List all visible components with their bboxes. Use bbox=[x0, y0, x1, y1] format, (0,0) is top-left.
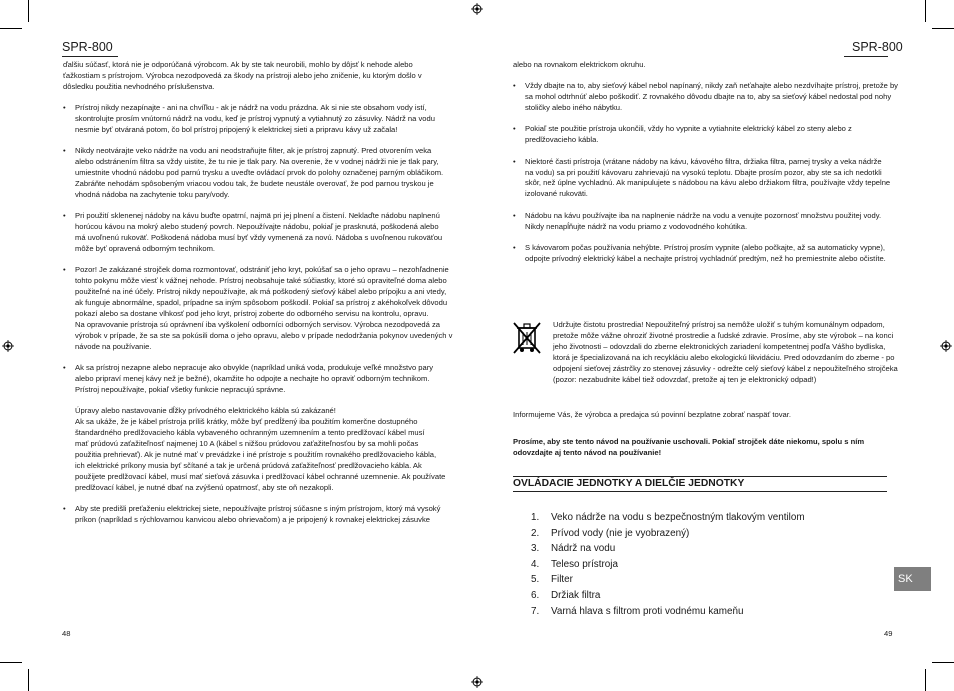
text-line: ďalšiu súčasť, ktorá nie je odporúčaná výrobcom. Ak by ste tak neurobili, mohlo by dôjsť k nehode alebo bbox=[63, 60, 413, 69]
text-line: Udržujte čistotu prostredia! Nepoužiteľný prístroj sa nemôže uložiť s tuhým komunálnym odpadom, bbox=[553, 320, 885, 329]
text-line: ktorá je špecializovaná na ich recykláciu alebo ekologickú likvidáciu. Pred odovzdaním do zberne - po bbox=[553, 352, 895, 362]
page-header: SPR-800 bbox=[62, 40, 113, 54]
text-line: alebo odstránením filtra sa vždy uistite, že tu nie je tlak pary. Na overenie, že v vodnej nádrži nie je tlak pary, bbox=[75, 157, 439, 167]
list-item-label: Držiak filtra bbox=[551, 589, 601, 601]
text-line: jeho životnosti – odovzdali do zberne elektronických zariadení kompetentnej podľa Vášho bydliska, bbox=[553, 341, 886, 351]
text-line: Na opravovanie prístroja sú oprávnení iba vyškolení odborníci odborných servisov. Výrobca nezodpovedá za bbox=[75, 319, 440, 329]
paragraph bbox=[63, 60, 443, 93]
text-line: pretože môže vážne ohroziť životné prostredie a ľudské zdravie. Prosíme, aby ste výrobok – na konci bbox=[553, 330, 894, 340]
list-item-label: Nádrž na vodu bbox=[551, 543, 616, 555]
text-line: použijete predlžovací kábel, musí mať sieťová zásuvka i predlžovací kábel ochranné uzemnenie. Ak používate bbox=[75, 471, 446, 481]
paragraph bbox=[63, 103, 443, 136]
text-line: príkon (napríklad s rýchlovarnou kanvicou alebo ohrievačom) a je pripojený k rovnakej elektrickej zásuvke bbox=[75, 514, 430, 524]
text-line: Pokiaľ ste použitie prístroja ukončili, vždy ho vypnite a vytiahnite elektrický kábel zo steny alebo z bbox=[525, 124, 852, 134]
bullet: • bbox=[63, 504, 66, 514]
bullet: • bbox=[63, 362, 66, 372]
right-body-text bbox=[513, 60, 898, 275]
section-title: OVLÁDACIE JEDNOTKY A DIELČIE JEDNOTKY bbox=[513, 478, 745, 489]
paragraph bbox=[513, 211, 893, 233]
text-line: Zabráňte nehodám spôsobeným vriacou vodou tak, že budete neustále overovať, že pod parnou tryskou je bbox=[75, 178, 434, 188]
text-line: sa mohol odtrhnúť alebo poškodiť. Z rovnakého dôvodu dbajte na to, aby sa sieťový kábel nedostal pod nohy bbox=[525, 92, 892, 102]
list-item-number: 6. bbox=[531, 589, 540, 601]
header-rule bbox=[62, 56, 118, 57]
text-line: Pri použití sklenenej nádoby na kávu buďte opatrní, najmä pri jej plnení a čistení. Neklaďte nádobu naplnenú bbox=[75, 211, 440, 221]
header-rule bbox=[844, 56, 888, 57]
text-line: pokazí alebo sa dostane vlhkosť pod jeho kryt, prístroj zoberte do odborného servisu na kontrolu, opravu. bbox=[75, 308, 429, 318]
right-page bbox=[477, 0, 954, 691]
text-line: Vždy dbajte na to, aby sieťový kábel nebol napínaný, nikdy zaň neťahajte alebo nezdvíhajte prístroj, pretože by bbox=[525, 81, 898, 91]
text-line: Nikdy nenapĺňujte nádrž na vodu priamo z vodovodného kohútika. bbox=[525, 221, 748, 231]
text-line: Nikdy neotvárajte veko nádrže na vodu ani neodstraňujte filter, ak je prístroj zapnutý. Pred otvorením veka bbox=[75, 146, 432, 156]
text-line: S kávovarom počas používania nehýbte. Prístroj prosím vypnite (alebo počkajte, až sa automaticky vypne), bbox=[525, 242, 886, 252]
text-line: Úpravy alebo nastavovanie dĺžky prívodného elektrického kábla sú zakázané! bbox=[75, 406, 336, 416]
list-item-number: 1. bbox=[531, 512, 540, 523]
list-item bbox=[531, 604, 805, 620]
text-line: Pozor! Je zakázané strojček doma rozmontovať, odstrániť jeho kryt, pokúšať sa o jeho opravu – nezohľadnenie bbox=[75, 265, 449, 275]
bullet: • bbox=[513, 210, 516, 220]
bullet: • bbox=[513, 81, 516, 91]
list-item-number: 2. bbox=[531, 527, 540, 539]
text-line: odovzdajte aj tento návod na používanie! bbox=[513, 447, 662, 457]
paragraph bbox=[63, 362, 446, 494]
list-item bbox=[531, 572, 805, 588]
text-line: štandardného predlžovacieho kábla vybaveného ochranným uzemnením a tento predlžovací kábel musí bbox=[75, 428, 425, 438]
section-rule-bottom bbox=[513, 491, 887, 492]
text-line: použiteľné na iné účely. Prístroj nikdy nepoužívajte, ak má poškodený sieťový kábel alebo prípojku a ani vtedy, bbox=[75, 286, 447, 296]
text-line: Prosíme, aby ste tento návod na používanie uschovali. Pokiaľ strojček dáte niekomu, spolu s ním bbox=[513, 437, 865, 446]
crossed-out-bin-icon bbox=[512, 321, 542, 355]
text-line: alebo pripraví menej kávy než je bežné), okamžite ho odpojte a nechajte ho opraviť odborným technikom. bbox=[75, 373, 430, 383]
text-line: vhodná nádoba na zachytenie toku pary/vody. bbox=[75, 189, 230, 199]
paragraph bbox=[63, 265, 453, 352]
paragraph bbox=[63, 146, 443, 201]
return-info: Informujeme Vás, že výrobca a predajca sú povinní bezplatne zobrať naspäť tovar. bbox=[513, 410, 791, 419]
list-item-number: 4. bbox=[531, 558, 540, 570]
bullet: • bbox=[513, 156, 516, 166]
list-item bbox=[531, 510, 805, 526]
paragraph bbox=[513, 243, 893, 265]
bullet: • bbox=[513, 124, 516, 134]
parts-list bbox=[531, 510, 805, 619]
text-line: dôsledku použitia nevhodného príslušenstva. bbox=[63, 81, 215, 91]
text-line: izolované rukoväti. bbox=[525, 189, 588, 199]
text-line: Niektoré časti prístroja (vrátane nádoby na kávu, kávového filtra, držiaka filtra, parnej trysky a veka nádrže bbox=[525, 156, 882, 166]
text-line: horúcou kávou na mokrý alebo studený povrch. Nepoužívajte nádobu, pokiaľ je prasknutá, poškodená alebo bbox=[75, 222, 439, 232]
text-line: predlžovacieho kábla. bbox=[525, 135, 599, 145]
list-item-number: 7. bbox=[531, 605, 540, 617]
page-header: SPR-800 bbox=[852, 40, 903, 54]
section-rule-top bbox=[513, 476, 887, 477]
text-line: má uvoľnenú rukoväť. Poškodená nádoba musí byť vždy vymenená za novú. Nádoba s uvoľnenou rukoväťou bbox=[75, 232, 443, 242]
list-item-label: Prívod vody (nie je vyobrazený) bbox=[551, 527, 690, 539]
paragraph bbox=[63, 211, 443, 255]
text-line: ak funguje abnormálne, spadol, prípadne sa iným spôsobom poškodil. Pokiaľ sa prístroj z akéhokoľvek dôvodu bbox=[75, 297, 448, 307]
text-line: skôr, než úplne vychladnú. Ak manipulujete s nádobou na kávu alebo držiakom filtra, používajte vždy tepelne bbox=[525, 178, 891, 188]
list-item-label: Filter bbox=[551, 574, 573, 586]
paragraph bbox=[513, 60, 893, 71]
text-line: tohto pokynu môže viesť k vážnej nehode. Prístroj neobsahuje také súčiastky, ktoré sú opraviteľné doma alebo bbox=[75, 276, 447, 286]
text-line: návode na používanie. bbox=[75, 341, 152, 351]
list-item bbox=[531, 541, 805, 557]
text-line: použitia prehrievať). Ak je nutné mať v prevádzke i iné prístroje s použitím rovnakého predlžovacieho kábla, bbox=[75, 450, 437, 460]
list-item-label: Teleso prístroja bbox=[551, 558, 618, 570]
page-number: 48 bbox=[62, 629, 71, 638]
text-line: odpojte prívodný elektrický kábel a nechajte prístroj vychladnúť predtým, než ho premiestnite alebo očistíte. bbox=[525, 253, 886, 263]
paragraph bbox=[63, 504, 443, 526]
text-line: na vodu) sa pri použití kávovaru zahrievajú na vysokú teplotu. Dbajte prosím pozor, aby ste sa ich nedotkli bbox=[525, 167, 882, 177]
bullet: • bbox=[63, 265, 66, 275]
language-tab: SK bbox=[894, 567, 931, 591]
paragraph bbox=[513, 81, 898, 114]
list-item bbox=[531, 557, 805, 573]
paragraph bbox=[513, 124, 893, 146]
text-line: Ak sa ukáže, že je kábel prístroja príliš krátky, môže byť predĺžený iba použitím komerčne dostupného bbox=[75, 417, 418, 427]
text-line bbox=[75, 396, 443, 407]
list-item bbox=[531, 588, 805, 604]
list-item-number: 5. bbox=[531, 574, 540, 586]
list-item-label: Varná hlava s filtrom proti vodnému kameňu bbox=[551, 605, 744, 617]
bullet: • bbox=[63, 103, 66, 113]
text-line: Aby ste predišli preťaženiu elektrickej siete, nepoužívajte prístroj súčasne s iným prístrojom, ktorý má vysoký bbox=[75, 504, 441, 514]
text-line: predlžovací kábel, je nutné dbať na zvýšenú opatrnosť, aby ste oň nezakopli. bbox=[75, 482, 334, 492]
list-item-label: Veko nádrže na vodu s bezpečnostným tlakovým ventilom bbox=[551, 512, 805, 523]
list-item bbox=[531, 526, 805, 542]
bullet: • bbox=[63, 146, 66, 156]
text-line: odpojení sieťovej zástrčky zo stenovej zásuvky - odrežte celý sieťový kábel z nepoužiteľného strojčeka bbox=[553, 363, 898, 373]
recycling-notice bbox=[553, 320, 898, 385]
text-line: umiestnite vhodnú nádobu pod parnú trysku a uveďte ovládací prvok do polohy označenej parným obláčikom. bbox=[75, 168, 444, 178]
text-line: ťažkostiam s prístrojom. Výrobca nezodpovedá za škody na prístroji alebo jeho zničenie, ku ktorým došlo v bbox=[63, 70, 422, 80]
bullet: • bbox=[63, 211, 66, 221]
text-line: môže byť opravená odborným technikom. bbox=[75, 243, 216, 253]
text-line: Prístroj nepoužívajte, pokiaľ všetky funkcie nepracujú správne. bbox=[75, 384, 286, 394]
keep-manual-notice bbox=[513, 437, 893, 459]
left-body-text bbox=[63, 60, 453, 536]
text-line: Prístroj nikdy nezapínajte - ani na chvíľku - ak je nádrž na vodu prázdna. Ak si nie ste obsahom vody istí, bbox=[75, 103, 427, 113]
text-line: (pozor: nezabudnite kábel tiež odovzdať, pretože aj ten je elektronický odpad!) bbox=[553, 374, 817, 384]
text-line: mať prúdovú zaťažiteľnosť najmenej 10 A (kábel s nižšou prúdovou zaťažiteľnosťou by sa mohli počas bbox=[75, 439, 419, 449]
list-item-number: 3. bbox=[531, 543, 540, 555]
text-line: Ak sa prístroj nezapne alebo nepracuje ako obvykle (napríklad uniká voda, produkuje veľké množstvo pary bbox=[75, 362, 434, 372]
text-line: Nádobu na kávu používajte iba na naplnenie nádrže na vodu a venujte pozornosť množstvu použitej vody. bbox=[525, 210, 882, 220]
text-line: alebo na rovnakom elektrickom okruhu. bbox=[513, 60, 646, 69]
paragraph bbox=[513, 157, 893, 201]
page-number: 49 bbox=[884, 629, 893, 638]
text-line: výrobok v prípade, že sa ste sa pokúsili doma o jeho opravu, alebo v prípade nedodržania pokynov uvedených v bbox=[75, 330, 453, 340]
text-line: ich elektrické príkony musia byť sčítané a tak je určená prúdová zaťažiteľnosť predlžovacieho kábla. Ak bbox=[75, 460, 422, 470]
text-line: stoličky alebo iného nábytku. bbox=[525, 103, 623, 113]
text-line: nesmie byť otváraná potom, čo bol prístroj pripojený k elektrickej sieti a pripravu kávy už začala! bbox=[75, 124, 398, 134]
text-line: skontrolujte prosím vnútornú nádrž na vodu, keď je prístroj vypnutý a vytiahnutý zo zásuvky. Nádrž na vodu bbox=[75, 114, 435, 124]
bullet: • bbox=[513, 242, 516, 252]
